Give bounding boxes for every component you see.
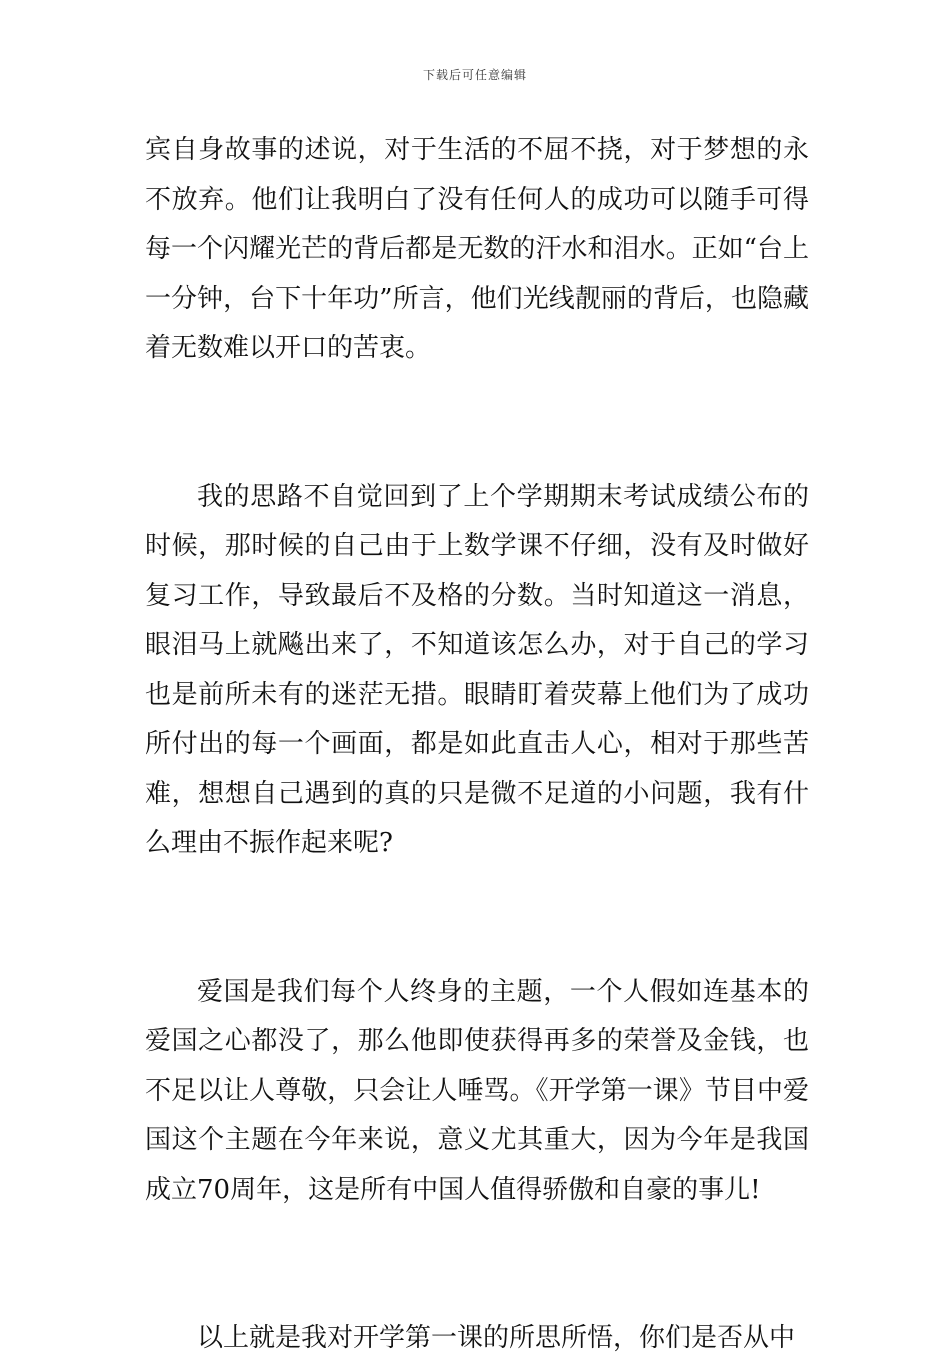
paragraph-3: 爱国是我们每个人终身的主题，一个人假如连基本的爱国之心都没了，那么他即使获得再多的荣誉及金钱，也不足以让人尊敬，只会让人唾骂。《开学第一课》节目中爱国这个主题在今年来说，意义尤其重大，因为今年是我国成立70周年，这是所有中国人值得骄傲和自豪的事儿! <box>145 976 809 1205</box>
paragraph-gap <box>145 869 809 968</box>
body-text <box>145 126 809 1364</box>
header-note: 下载后可任意编辑 <box>422 68 527 82</box>
paragraph-gap <box>145 1215 809 1314</box>
paragraph-1: 宾自身故事的述说，对于生活的不屈不挠，对于梦想的永不放弃。他们让我明白了没有任何人的成功可以随手可得每一个闪耀光芒的背后都是无数的汗水和泪水。正如“台上一分钟，台下十年功”所言，他们光线靓丽的背后，也隐藏着无数难以开口的苦衷。 <box>145 135 809 363</box>
paragraph-gap <box>145 374 809 473</box>
paragraph-2: 我的思路不自觉回到了上个学期期末考试成绩公布的时候，那时候的自己由于上数学课不仔细，没有及时做好复习工作，导致最后不及格的分数。当时知道这一消息，眼泪马上就飚出来了，不知道该怎么办，对于自己的学习也是前所未有的迷茫无措。眼睛盯着荧幕上他们为了成功所付出的每一个画面，都是如此直击人心，相对于那些苦难，想想自己遇到的真的只是微不足道的小问题，我有什么理由不振作起来呢? <box>145 481 809 858</box>
paragraph-4: 以上就是我对开学第一课的所思所悟，你们是否从中 <box>197 1323 796 1353</box>
